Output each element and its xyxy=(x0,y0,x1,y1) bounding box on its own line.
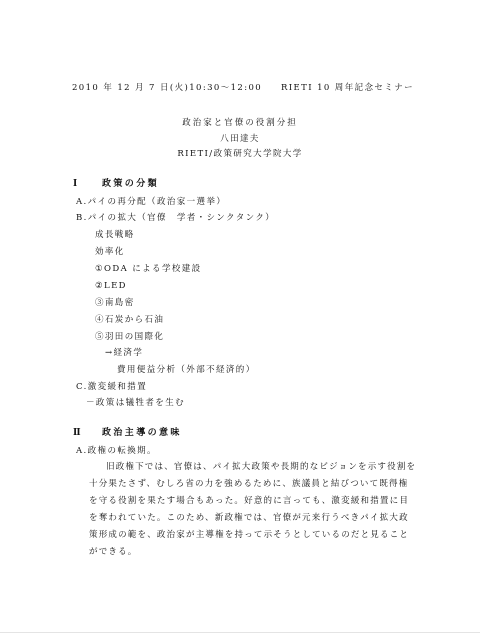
section1-arrow-item: →経済学 xyxy=(105,348,144,358)
section1-heading: 政策の分類 xyxy=(102,179,160,189)
section1-b-item: ④石炭から石油 xyxy=(95,315,165,325)
paragraph-line: 十分果たさず、むしろ省の力を強めるために、族議員と結びついて既得権 xyxy=(89,479,409,489)
section1-item-b: B.パイの拡大（官僚 学者・シンクタンク） xyxy=(76,213,276,223)
author-name: 八田達夫 xyxy=(220,134,260,144)
section2-item-a: A.政権の転換期。 xyxy=(76,446,157,456)
section1-number: Ⅰ xyxy=(73,179,80,189)
section2-heading: 政治主導の意味 xyxy=(102,428,182,438)
section1-c-sub: －政策は犠牲者を生む xyxy=(86,398,186,408)
section1-b-item: 成長戦略 xyxy=(95,230,135,240)
section2-number: Ⅱ xyxy=(73,428,83,438)
author-affiliation: RIETI/政策研究大学院大学 xyxy=(177,149,303,159)
section2-paragraph xyxy=(89,459,417,561)
page-bottom-divider xyxy=(0,632,480,633)
paragraph-line: を奪われていた。このため、新政権では、官僚が元来行うべきパイ拡大政 xyxy=(89,513,409,523)
section1-b-item: ②LED xyxy=(95,281,127,291)
section1-item-a: A.パイの再分配（政治家一選挙） xyxy=(76,197,227,207)
section1-b-item: ③南島密 xyxy=(95,298,135,308)
header-seminar: RIETI 10 周年記念セミナー xyxy=(281,83,415,93)
section1-cost-item: 費用便益分析（外部不経済的） xyxy=(117,365,256,375)
paragraph-line: ができる。 xyxy=(89,547,138,557)
paragraph-line: を守る役割を果たす場合もあった。好意的に言っても、激変緩和措置に目 xyxy=(89,496,410,506)
section1-b-item: 効率化 xyxy=(95,247,125,257)
section1-item-c: C.激変緩和措置 xyxy=(76,382,148,392)
paragraph-line: 旧政権下では、官僚は、パイ拡大政策や長期的なビジョンを示す役割を xyxy=(106,462,417,472)
section1-b-item: ⑤羽田の国際化 xyxy=(95,332,165,342)
section1-b-item: ①ODA による学校建設 xyxy=(95,264,202,274)
paragraph-line: 策形成の範を、政治家が主導権を持って示そうとしているのだと見ること xyxy=(89,530,410,540)
document-title: 政治家と官僚の役割分担 xyxy=(182,118,298,128)
header-date: 2010 年 12 月 7 日(火)10:30～12:00 xyxy=(72,83,263,93)
